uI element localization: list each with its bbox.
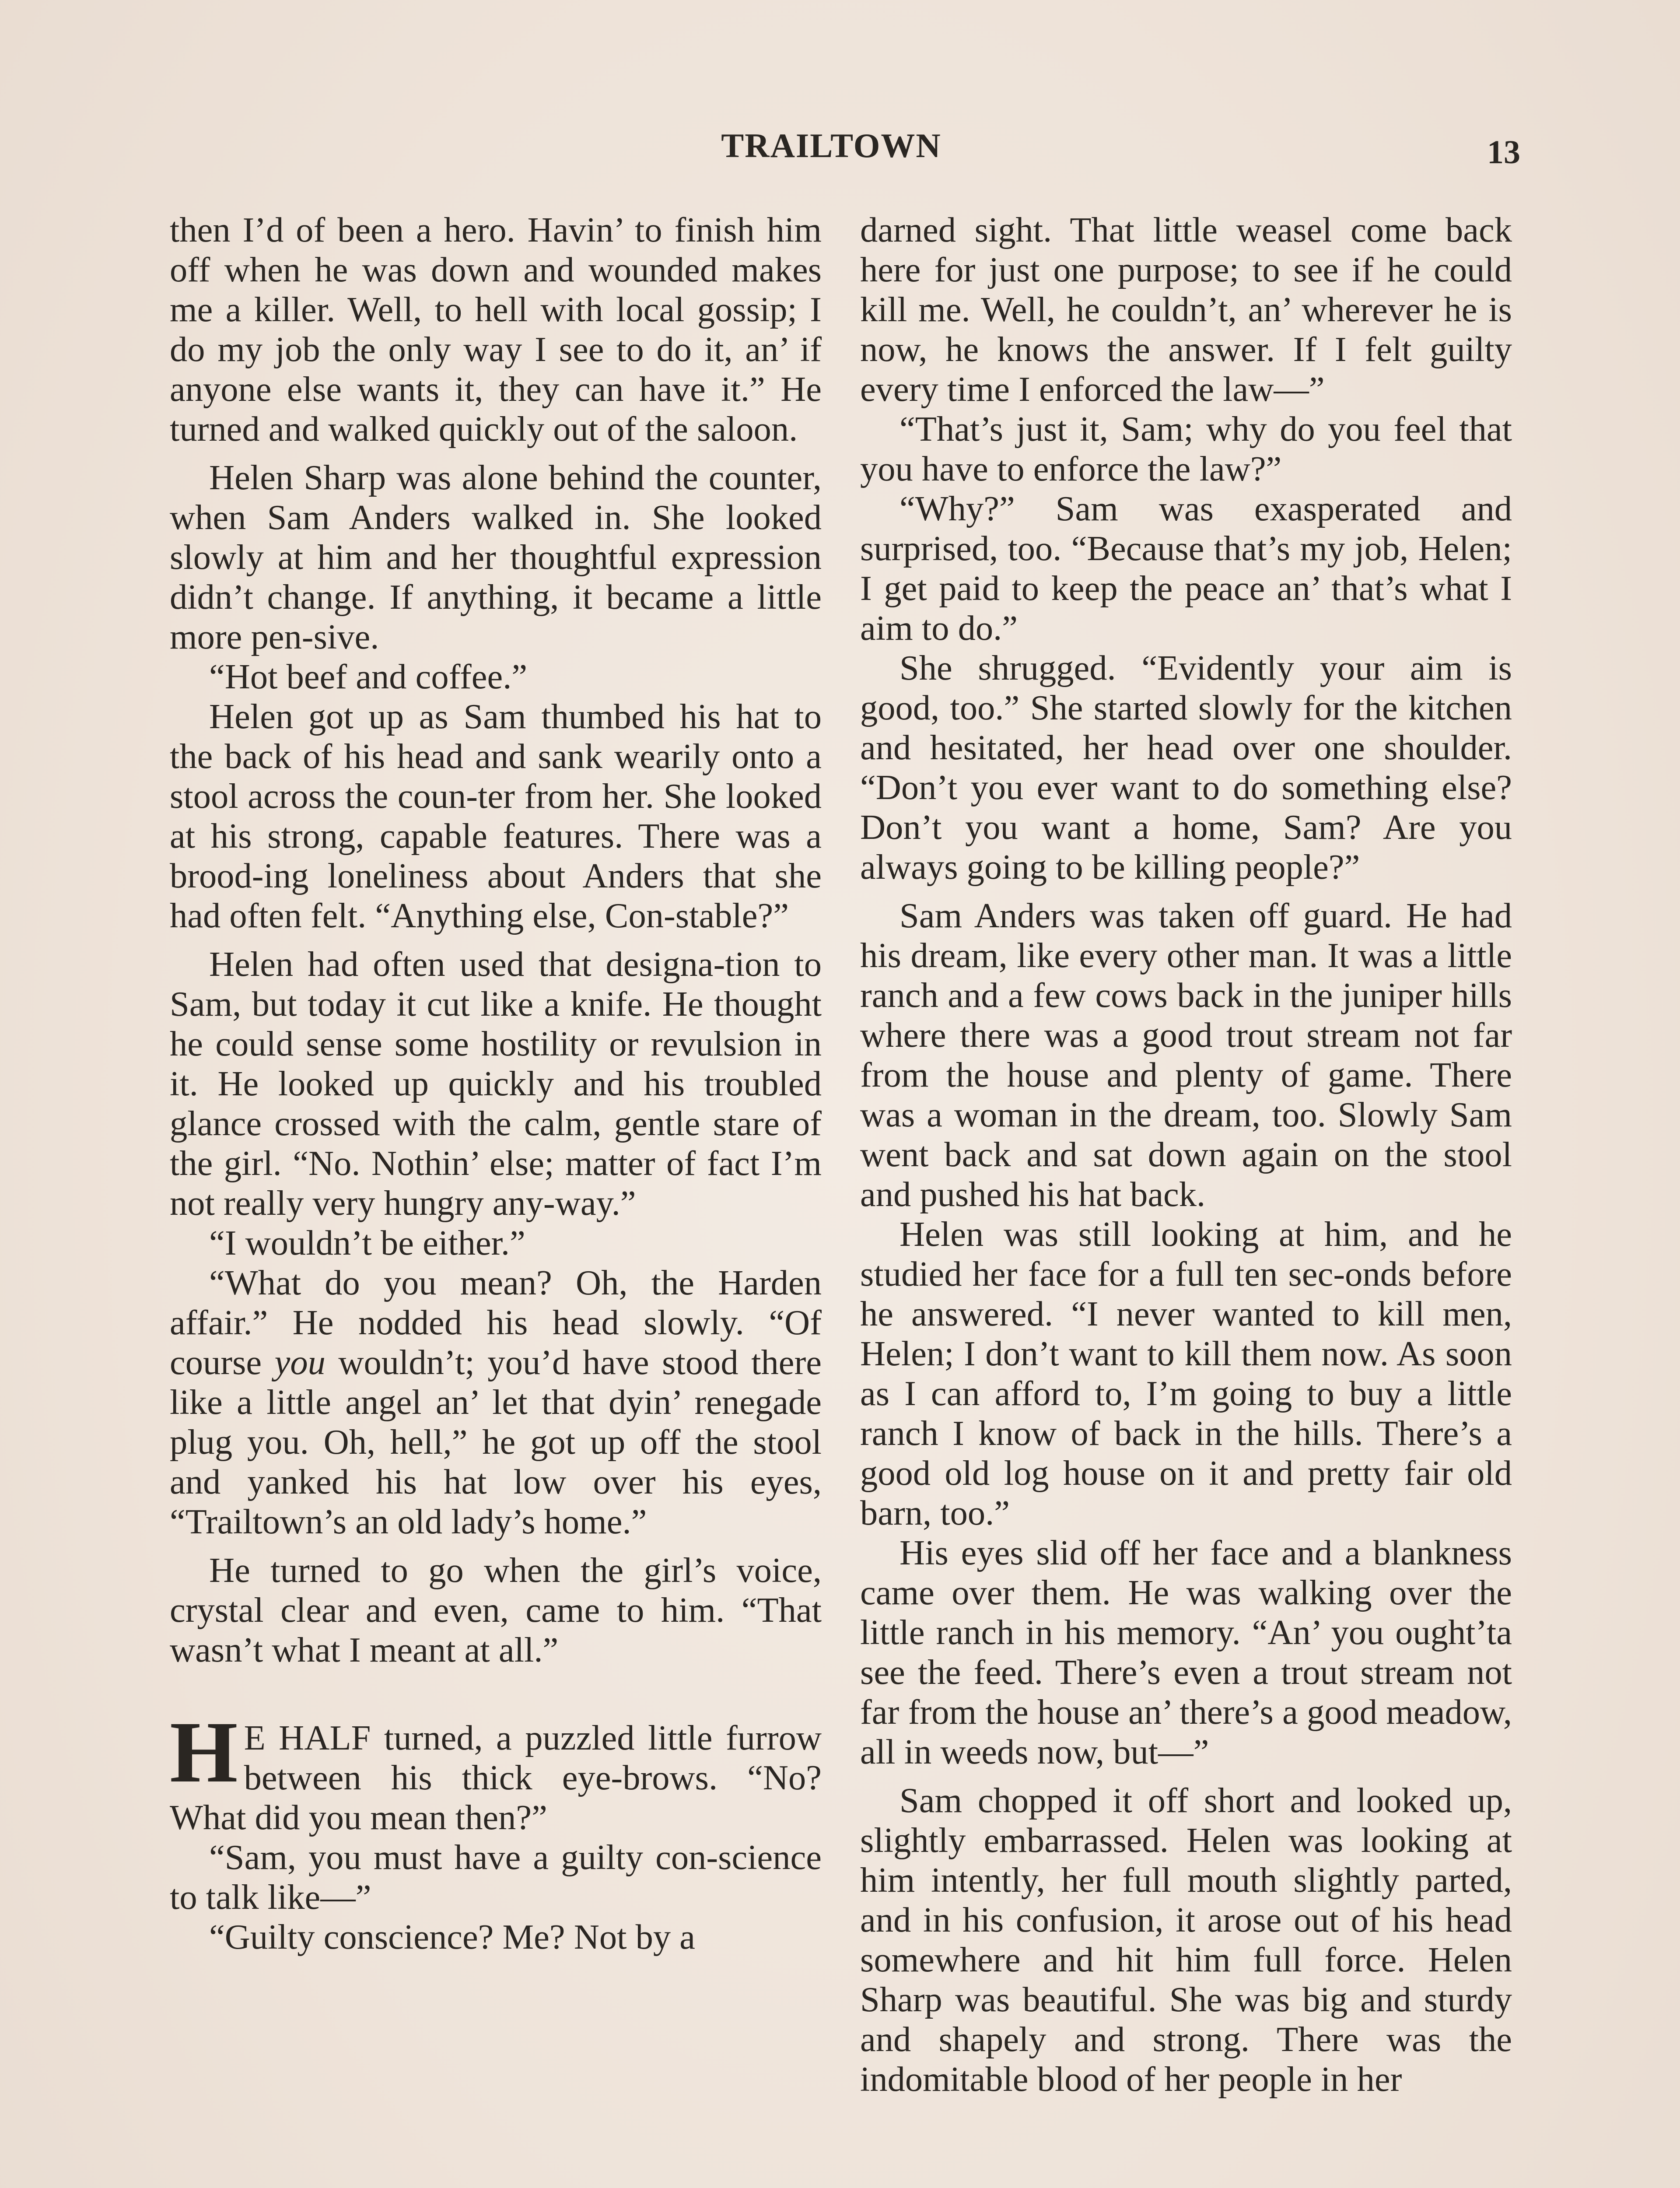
section-opening-paragraph [170,1704,822,1837]
paragraph: She shrugged. “Evidently your aim is good, too.” She started slowly for the kitchen and hesitated, her head over one shoulder. “Don’t you ever want to do something else? Don’t you want a home, Sam? Are you always going to be killing people?” [860,649,1512,887]
text-run: E HALF turned, a puzzled little furrow between his thick eye-brows. “No? What did you mean then?” [170,1718,822,1837]
paragraph: “That’s just it, Sam; why do you feel that you have to enforce the law?” [860,410,1512,488]
running-title: TRAILTOWN [721,126,942,165]
paragraph: darned sight. That little weasel come back here for just one purpose; to see if he could kill me. Well, he couldn’t, an’ wherever he is now, he knows the answer. If I felt guilty every time I enforced the law—” [860,210,1512,409]
right-text-column [860,210,1512,2099]
paragraph: “Guilty conscience? Me? Not by a [209,1918,695,1957]
emphasis-text: you [274,1343,326,1382]
paragraph: “Why?” Sam was exasperated and surprised, too. “Because that’s my job, Helen; I get paid to keep the peace an’ that’s what I aim to do.” [860,489,1512,648]
page-number: 13 [1487,134,1520,171]
paragraph: “Hot beef and coffee.” [209,657,528,696]
paragraph: Helen had often used that designa-tion to Sam, but today it cut like a knife. He thought he could sense some hostility or revulsion in it. He looked up quickly and his troubled glance crossed with the calm, gentle stare of the girl. “No. Nothin’ else; matter of fact I’m not really very hungry any-way.” [170,945,822,1223]
text-run: “What do you mean? Oh, the Harden affair.” He nodded his head slowly. “Of course [170,1263,822,1382]
paragraph: Helen got up as Sam thumbed his hat to the back of his head and sank wearily onto a stool across the coun-ter from her. She looked at his strong, capable features. There was a brood-ing loneliness about Anders that she had often felt. “Anything else, Con-stable?” [170,697,822,935]
left-text-column [170,210,822,1957]
paragraph: then I’d of been a hero. Havin’ to finish him off when he was down and wounded makes me a killer. Well, to hell with local gossip; I do my job the only way I see to do it, an’ if anyone else wants it, they can have it.” He turned and walked quickly out of the saloon. [170,210,822,449]
paragraph: Sam Anders was taken off guard. He had his dream, like every other man. It was a little ranch and a few cows back in the juniper hills where there was a good trout stream not far from the house and plenty of game. There was a woman in the dream, too. Slowly Sam went back and sat down again on the stool and pushed his hat back. [860,896,1512,1214]
text-run: wouldn’t; you’d have stood there like a little angel an’ let that dyin’ renegade plug you. Oh, hell,” he got up off the stool and yanked his hat low over his eyes, “Trailtown’s an old lady’s home.” [170,1343,822,1541]
paragraph: Sam chopped it off short and looked up, slightly embarrassed. Helen was looking at him intently, her full mouth slightly parted, and in his confusion, it arose out of his head somewhere and hit him full force. Helen Sharp was beautiful. She was big and sturdy and shapely and strong. There was the indomitable blood of her people in her [860,1781,1512,2099]
paragraph: “I wouldn’t be either.” [209,1224,525,1262]
paragraph: “Sam, you must have a guilty con-science to talk like—” [170,1838,822,1917]
paragraph: He turned to go when the girl’s voice, crystal clear and even, came to him. “That wasn’t what I meant at all.” [170,1551,822,1669]
drop-cap: H [170,1704,238,1801]
paragraph [170,1263,822,1542]
paragraph: Helen Sharp was alone behind the counter, when Sam Anders walked in. She looked slowly at him and her thoughtful expression didn’t change. If anything, it became a little more pen-sive. [170,458,822,656]
paragraph: His eyes slid off her face and a blankness came over them. He was walking over the little ranch in his memory. “An’ you ought’ta see the feed. There’s even a trout stream not far from the house an’ there’s a good meadow, all in weeds now, but—” [860,1533,1512,1771]
paragraph: Helen was still looking at him, and he studied her face for a full ten sec-onds before he answered. “I never wanted to kill men, Helen; I don’t want to kill them now. As soon as I can afford to, I’m going to buy a little ranch I know of back in the hills. There’s a good old log house on it and pretty fair old barn, too.” [860,1215,1512,1532]
